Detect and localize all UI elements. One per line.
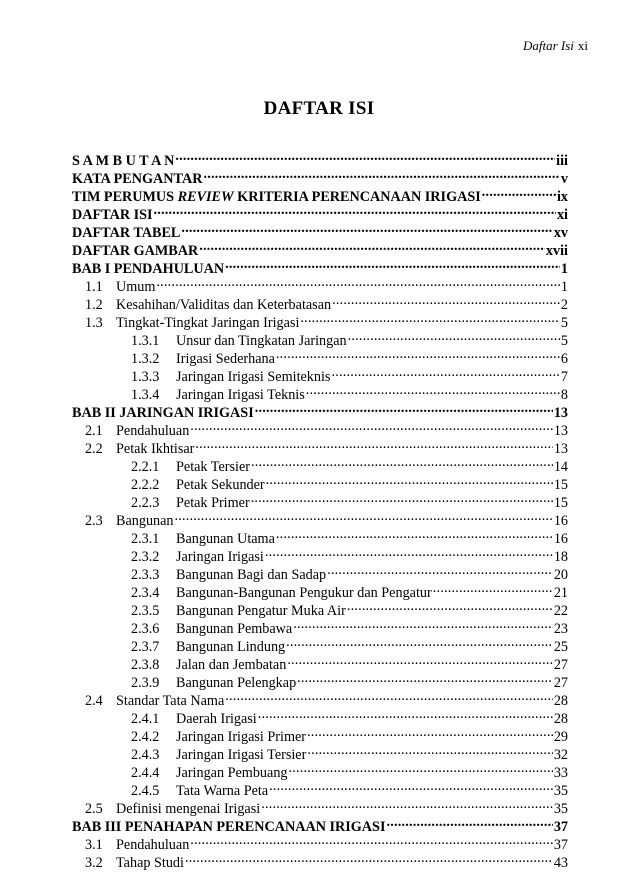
toc-entry-page-number: 15	[553, 495, 568, 511]
toc-entry-title	[116, 512, 174, 530]
dot-leader	[332, 291, 560, 309]
toc-entry-page-number: 14	[553, 459, 568, 475]
dot-leader	[225, 687, 553, 705]
toc-entry-page-number: v	[560, 171, 568, 187]
toc-entry-number: 2.4.4	[131, 765, 160, 781]
toc-entry-number: 2.2.2	[131, 477, 160, 493]
dot-leader	[261, 795, 553, 813]
toc-entry-title	[72, 206, 153, 224]
toc-entry-number: 2.3.6	[131, 621, 160, 637]
toc-entry-title-text: KATA PENGANTAR	[72, 171, 203, 187]
dot-leader	[266, 471, 553, 489]
toc-entry-title-text: Umum	[116, 279, 156, 295]
toc-entry-number: 2.2.3	[131, 495, 160, 511]
toc-entry-page-number: 25	[553, 639, 568, 655]
toc-entry-page-number: 22	[553, 603, 568, 619]
toc-entry-title	[72, 170, 202, 188]
dot-leader	[482, 183, 556, 201]
toc-entry-title-text: Bangunan Pembawa	[176, 621, 293, 637]
toc-entry-number: 1.3	[85, 315, 103, 331]
dot-leader	[251, 489, 553, 507]
toc-entry-page-number: 13	[553, 441, 568, 457]
toc-entry-page-number: xi	[556, 207, 568, 223]
toc-entry-number: 1.3.2	[131, 351, 160, 367]
toc-entry-number: 2.1	[85, 423, 103, 439]
toc-entry-number: 2.3	[85, 513, 103, 529]
toc-entry-title-text: Bangunan Pengatur Muka Air	[176, 603, 346, 619]
toc-entry-page-number: 16	[553, 531, 568, 547]
toc-entry-number: 2.4.5	[131, 783, 160, 799]
toc-entry-page-number: 20	[553, 567, 568, 583]
toc-entry-title-text: BAB III PENAHAPAN PERENCANAAN IRIGASI	[72, 819, 386, 835]
dot-leader	[386, 813, 552, 831]
toc-entry-page-number: 15	[553, 477, 568, 493]
toc-entry-page-number: 1	[560, 279, 568, 295]
dot-leader	[175, 147, 555, 165]
dot-leader	[307, 723, 553, 741]
toc-entry-title	[176, 728, 306, 746]
toc-entry-page-number: 29	[553, 729, 568, 745]
toc-entry-title-text: Definisi mengenai Irigasi	[116, 801, 261, 817]
toc-entry-title	[176, 656, 286, 674]
dot-leader	[433, 579, 553, 597]
toc-entry-title-text: Petak Primer	[176, 495, 250, 511]
toc-entry-title-text: Bangunan Bagi dan Sadap	[176, 567, 327, 583]
toc-entry-title-text: BAB II JARINGAN IRIGASI	[72, 405, 254, 421]
toc-entry-page-number: 37	[553, 837, 568, 853]
toc-entry-title-text: DAFTAR ISI	[72, 207, 153, 223]
dot-leader	[251, 453, 553, 471]
toc-entry-number: 2.3.4	[131, 585, 160, 601]
toc-entry-title-text: Bangunan-Bangunan Pengukur dan Pengatur	[176, 585, 432, 601]
toc-entry-page-number: 18	[553, 549, 568, 565]
toc-entry-title-text: Pendahuluan	[116, 423, 190, 439]
dot-leader	[190, 831, 553, 849]
toc-entry-title-text: Irigasi Sederhana	[176, 351, 275, 367]
dot-leader	[265, 543, 553, 561]
toc-entry-title-text: Jalan dan Jembatan	[176, 657, 287, 673]
toc-entry-title	[176, 638, 285, 656]
dot-leader	[276, 345, 560, 363]
toc-entry-title-text: Pendahuluan	[116, 837, 190, 853]
toc-entry-title	[116, 800, 260, 818]
toc-entry-number: 1.2	[85, 297, 103, 313]
toc-entry-title	[116, 296, 331, 314]
toc-entry-number: 2.3.7	[131, 639, 160, 655]
toc-entry-title	[176, 746, 306, 764]
dot-leader	[156, 273, 559, 291]
toc-entry-number: 2.3.3	[131, 567, 160, 583]
dot-leader	[258, 705, 553, 723]
toc-entry-page-number: 23	[553, 621, 568, 637]
toc-entry-number: 2.3.9	[131, 675, 160, 691]
header-title: Daftar Isi	[522, 38, 574, 53]
toc-entry-page-number: 35	[553, 801, 568, 817]
toc-entry-title-text: Unsur dan Tingkatan Jaringan	[176, 333, 347, 349]
toc-entry-number: 1.1	[85, 279, 103, 295]
toc-entry-title-text: Jaringan Irigasi	[176, 549, 264, 565]
toc-entry-page-number: 13	[553, 423, 568, 439]
toc-entry-number: 2.2.1	[131, 459, 160, 475]
toc-entry-title-text: Bangunan Lindung	[176, 639, 286, 655]
dot-leader	[306, 381, 560, 399]
toc-entry-title	[176, 548, 264, 566]
toc-entry-title	[176, 350, 275, 368]
dot-leader	[348, 327, 560, 345]
toc-entry-title-text: Tata Warna Peta	[176, 783, 269, 799]
toc-entry-page-number: 2	[560, 297, 568, 313]
dot-leader	[286, 633, 553, 651]
toc-entry-title	[116, 440, 194, 458]
toc-entry-page-number: 6	[560, 351, 568, 367]
toc-entry-title-suffix: KRITERIA PERENCANAAN IRIGASI	[233, 189, 481, 205]
running-header	[523, 38, 588, 54]
toc-entry-page-number: iii	[556, 153, 568, 169]
dot-leader	[300, 309, 560, 327]
dot-leader	[331, 363, 559, 381]
toc-entry-number: 1.3.3	[131, 369, 160, 385]
toc-entry-page-number: 32	[553, 747, 568, 763]
toc-entry-title	[72, 224, 180, 242]
toc-entry-title	[116, 314, 299, 332]
toc-entry-title	[116, 692, 224, 710]
dot-leader	[297, 669, 553, 687]
dot-leader	[203, 165, 559, 183]
toc-entry-number: 2.2	[85, 441, 103, 457]
toc-entry-title	[116, 836, 189, 854]
toc-entry-number: 2.5	[85, 801, 103, 817]
toc-entry-page-number: 1	[560, 261, 568, 277]
toc-entry-page-number: xvii	[545, 243, 568, 259]
toc-entry-page-number: ix	[556, 189, 568, 205]
toc-entry-title-text: Jaringan Irigasi Semiteknis	[176, 369, 331, 385]
toc-entry-number: 2.4	[85, 693, 103, 709]
dot-leader	[307, 741, 552, 759]
toc-entry-page-number: 28	[553, 693, 568, 709]
toc-entry-title	[176, 458, 250, 476]
toc-entry-title-text: DAFTAR TABEL	[72, 225, 181, 241]
toc-entry-title	[116, 278, 155, 296]
toc-entry-page-number: xv	[553, 225, 568, 241]
toc-entry-page-number: 43	[553, 855, 568, 871]
toc-entry-title-text: Jaringan Pembuang	[176, 765, 288, 781]
toc-entry-page-number: 35	[553, 783, 568, 799]
dot-leader	[289, 759, 553, 777]
dot-leader	[195, 435, 552, 453]
toc-entry-title-text: Jaringan Irigasi Primer	[176, 729, 307, 745]
dot-leader	[269, 777, 553, 795]
page-title: DAFTAR ISI	[263, 98, 375, 119]
toc-entry-title-text: Bangunan Utama	[176, 531, 275, 547]
toc-entry-number: 1.3.1	[131, 333, 160, 349]
dot-leader	[347, 597, 553, 615]
toc-entry-title-text: Daerah Irigasi	[176, 711, 257, 727]
toc-entry-page-number: 28	[553, 711, 568, 727]
toc-entry-number: 2.4.2	[131, 729, 160, 745]
toc-entry-page-number: 37	[553, 819, 568, 835]
toc-entry-page-number: 5	[560, 333, 568, 349]
toc-entry-title-text: Kesahihan/Validitas dan Keterbatasan	[116, 297, 332, 313]
dot-leader	[181, 219, 552, 237]
dot-leader	[199, 237, 545, 255]
dot-leader	[255, 399, 553, 417]
toc-entry-page-number: 27	[553, 675, 568, 691]
toc-entry-number: 1.3.4	[131, 387, 160, 403]
toc-entry-number: 2.3.2	[131, 549, 160, 565]
toc-entry-title-text: DAFTAR GAMBAR	[72, 243, 199, 259]
toc-entry-title	[72, 242, 198, 260]
toc-entry-title-text: TIM PERUMUS	[72, 189, 175, 205]
dot-leader	[190, 417, 553, 435]
toc-entry-title-text: Petak Ikhtisar	[116, 441, 195, 457]
toc-entry-number: 3.1	[85, 837, 103, 853]
toc-entry-number: 2.4.1	[131, 711, 160, 727]
toc-entry-title	[176, 566, 326, 584]
toc-entry-page-number: 33	[553, 765, 568, 781]
toc-entry-number: 2.3.1	[131, 531, 160, 547]
toc-entry-title-text: Petak Tersier	[176, 459, 250, 475]
toc-entry-page-number: 21	[553, 585, 568, 601]
dot-leader	[175, 507, 553, 525]
toc-entry-number: 3.2	[85, 855, 103, 871]
toc-entry-number: 2.3.5	[131, 603, 160, 619]
dot-leader	[276, 525, 553, 543]
toc-entry-title-text: Petak Sekunder	[176, 477, 265, 493]
dot-leader	[287, 651, 553, 669]
toc-entry-title-text: Standar Tata Nama	[116, 693, 225, 709]
toc-entry-title-text: Bangunan Pelengkap	[176, 675, 297, 691]
toc-entry-title	[176, 530, 275, 548]
toc-entry-page-number: 13	[553, 405, 568, 421]
toc-entry-title	[116, 854, 184, 872]
toc-entry-title	[176, 710, 257, 728]
toc-entry-page-number: 16	[553, 513, 568, 529]
toc-entry-title-text: Jaringan Irigasi Tersier	[176, 747, 307, 763]
toc-entry-title-text: Tingkat-Tingkat Jaringan Irigasi	[116, 315, 300, 331]
toc-entry-page-number: 27	[553, 657, 568, 673]
toc-entry-title-text: Jaringan Irigasi Teknis	[176, 387, 305, 403]
dot-leader	[185, 849, 553, 867]
toc-entry-number: 2.4.3	[131, 747, 160, 763]
toc-entry-title-text: Tahap Studi	[116, 855, 184, 871]
dot-leader	[293, 615, 553, 633]
dot-leader	[154, 201, 556, 219]
toc-entry-number: 2.3.8	[131, 657, 160, 673]
toc-entry-title-text: Bangunan	[116, 513, 174, 529]
toc-entry-title	[116, 422, 189, 440]
toc-entry-page-number: 7	[560, 369, 568, 385]
toc-entry[interactable]	[72, 147, 568, 169]
toc-entry-page-number: 5	[560, 315, 568, 331]
table-of-contents	[72, 147, 568, 871]
dot-leader	[327, 561, 553, 579]
toc-entry-title	[176, 620, 292, 638]
toc-entry-title-emphasis: REVIEW	[177, 189, 234, 205]
toc-entry-title-text: BAB I PENDAHULUAN	[72, 261, 225, 277]
dot-leader	[225, 255, 560, 273]
header-page-number: xi	[577, 38, 588, 53]
toc-entry-page-number: 8	[560, 387, 568, 403]
toc-entry-title	[176, 782, 268, 800]
toc-entry-title-text: S A M B U T A N	[72, 153, 175, 169]
toc-entry-title	[72, 152, 174, 170]
